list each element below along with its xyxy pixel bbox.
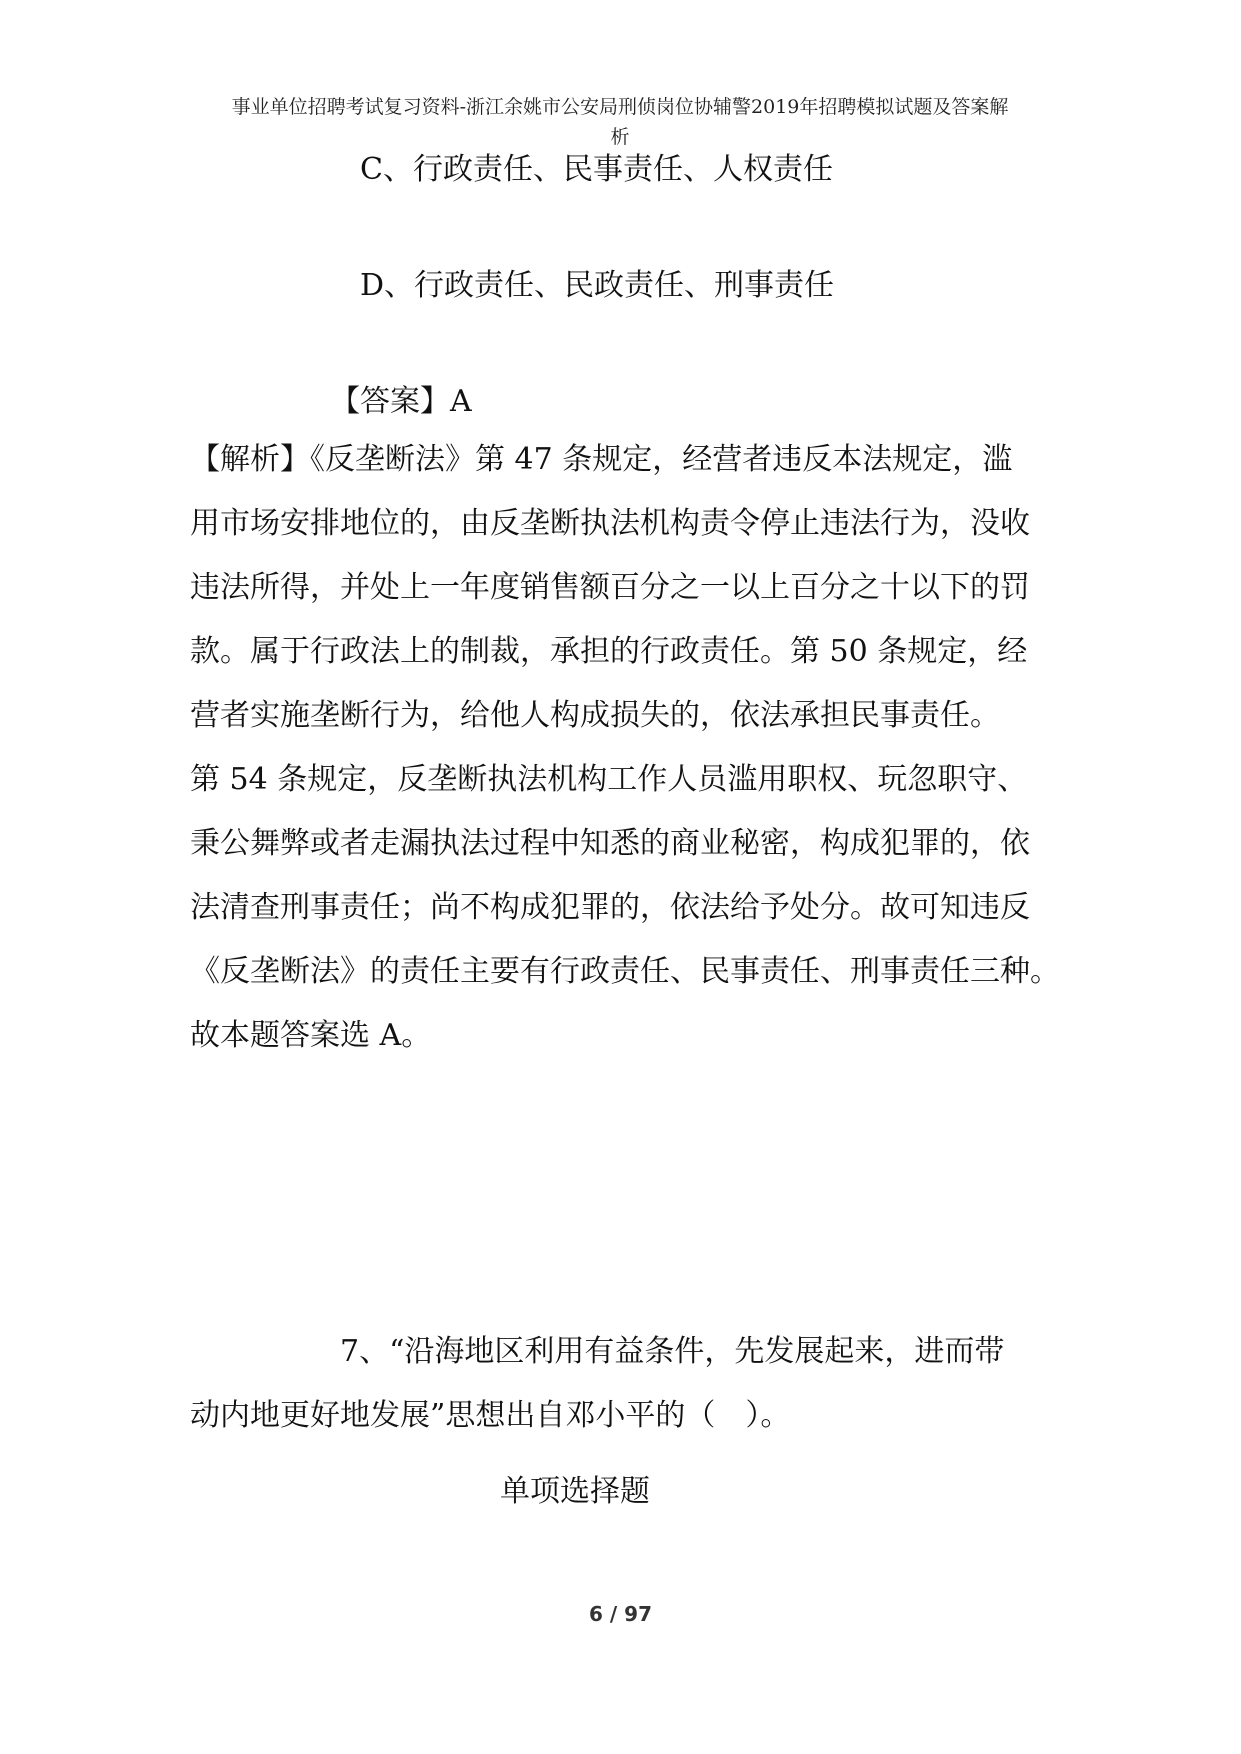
explanation-line: 用市场安排地位的，由反垄断执法机构责令停止违法行为，没收 (190, 506, 1030, 541)
explanation-line: 款。属于行政法上的制裁，承担的行政责任。第 50 条规定，经 (190, 634, 1028, 669)
option-d: D、行政责任、民政责任、刑事责任 (360, 268, 835, 303)
option-c: C、行政责任、民事责任、人权责任 (360, 152, 833, 187)
question-type-label: 单项选择题 (500, 1474, 650, 1509)
question-7-line-2: 动内地更好地发展”思想出自邓小平的（ ）。 (190, 1398, 791, 1433)
explanation-line: 第 54 条规定，反垄断执法机构工作人员滥用职权、玩忽职守、 (190, 762, 1028, 797)
page-number: 6 / 97 (589, 1602, 652, 1626)
answer-label: 【答案】A (330, 384, 472, 419)
explanation-line: 《反垄断法》的责任主要有行政责任、民事责任、刑事责任三种。 (190, 954, 1060, 989)
explanation-line: 秉公舞弊或者走漏执法过程中知悉的商业秘密，构成犯罪的，依 (190, 826, 1030, 861)
question-7-stem (190, 1320, 1060, 1448)
header-title-line-2: 析 (610, 126, 630, 148)
explanation-line: 【解析】《反垄断法》第 47 条规定，经营者违反本法规定，滥 (190, 442, 1013, 477)
explanation-line: 营者实施垄断行为，给他人构成损失的，依法承担民事责任。 (190, 698, 1000, 733)
explanation-line: 故本题答案选 A。 (190, 1018, 432, 1053)
explanation-line: 法清查刑事责任；尚不构成犯罪的，依法给予处分。故可知违反 (190, 890, 1030, 925)
page-header (180, 92, 1060, 152)
explanation-paragraph (190, 428, 1060, 1068)
header-title-line-1: 事业单位招聘考试复习资料-浙江余姚市公安局刑侦岗位协辅警2019年招聘模拟试题及答案解 (231, 96, 1009, 118)
explanation-line: 违法所得，并处上一年度销售额百分之一以上百分之十以下的罚 (190, 570, 1030, 605)
question-7-line-1: 7、“沿海地区利用有益条件，先发展起来，进而带 (340, 1334, 1005, 1369)
